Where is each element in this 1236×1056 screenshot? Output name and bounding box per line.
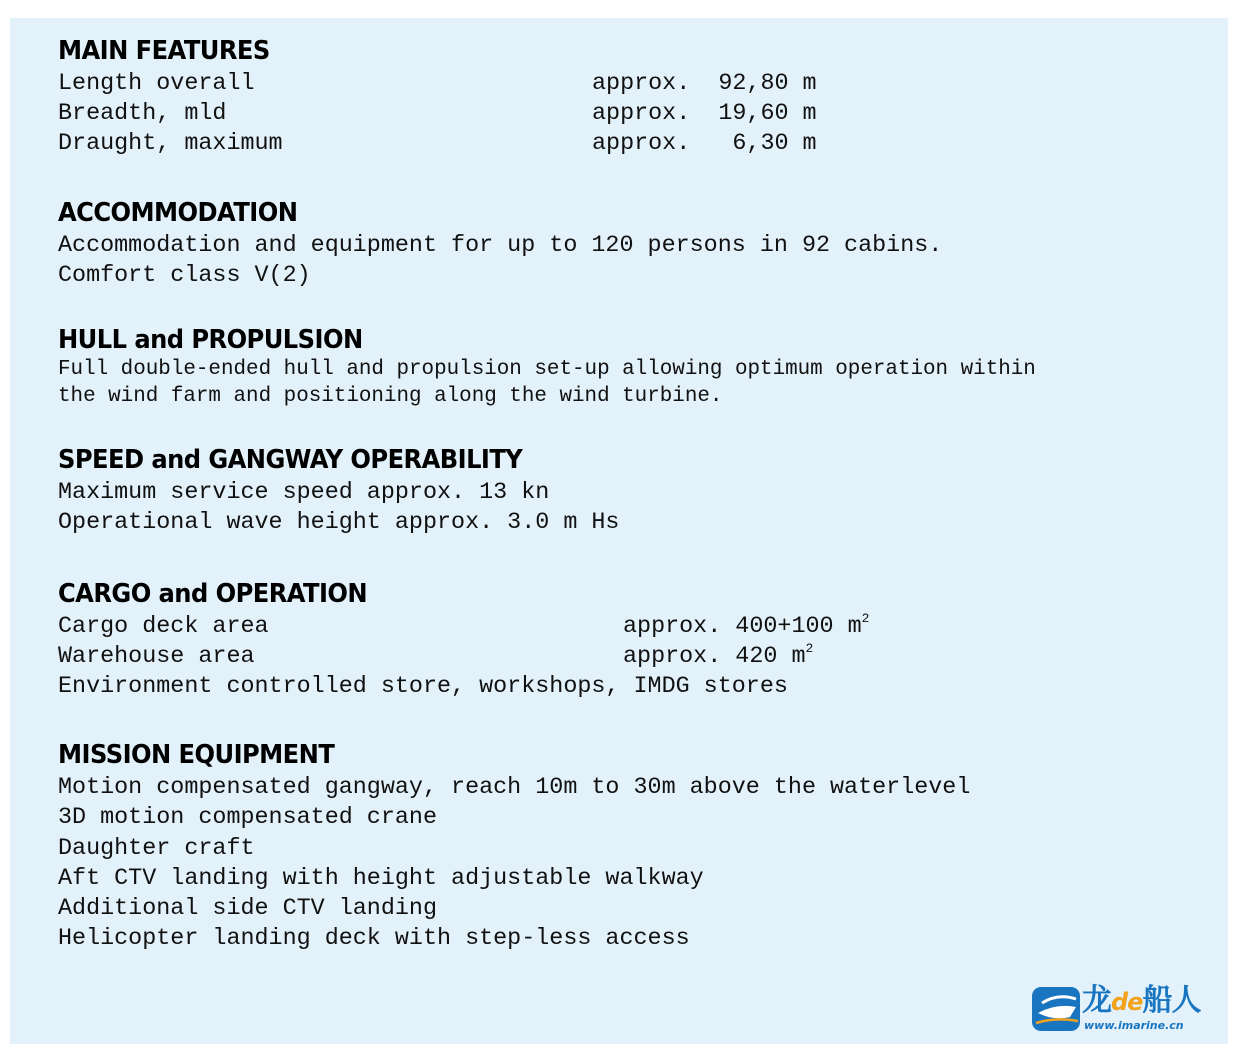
cargo-heading: CARGO and OPERATION — [58, 579, 368, 609]
main-features-heading: MAIN FEATURES — [58, 36, 270, 66]
mission-item-crane: 3D motion compensated crane — [58, 805, 437, 831]
length-value: approx. 92,80 m — [592, 71, 817, 97]
watermark-brand: 龙de船人 — [1082, 983, 1201, 1018]
hull-line-2: the wind farm and positioning along the wind turbine. — [58, 385, 723, 408]
watermark-logo — [1030, 983, 1216, 1035]
hull-heading: HULL and PROPULSION — [58, 325, 363, 355]
speed-heading: SPEED and GANGWAY OPERABILITY — [58, 445, 523, 475]
hull-line-1: Full double-ended hull and propulsion set-up allowing optimum operation within — [58, 358, 1036, 381]
accommodation-line: Accommodation and equipment for up to 120 persons in 92 cabins. — [58, 233, 943, 259]
mission-heading: MISSION EQUIPMENT — [58, 740, 335, 770]
squared-sup: 2 — [861, 611, 870, 626]
draught-value: approx. 6,30 m — [592, 131, 817, 157]
comfort-class-line: Comfort class V(2) — [58, 263, 311, 289]
cargo-deck-label: Cargo deck area — [58, 614, 269, 640]
breadth-label: Breadth, mld — [58, 101, 227, 127]
cargo-deck-value: approx. 400+100 $m^2$ — [623, 611, 870, 640]
length-label: Length overall — [58, 71, 255, 97]
squared-sup: 2 — [805, 641, 814, 656]
cargo-stores-line: Environment controlled store, workshops, IMDG stores — [58, 674, 788, 700]
mission-item-aft-ctv: Aft CTV landing with height adjustable walkway — [58, 866, 704, 892]
ship-logo-icon — [1030, 983, 1084, 1035]
warehouse-value: approx. 420 $m^2$ — [623, 641, 814, 670]
mission-item-helideck: Helicopter landing deck with step-less access — [58, 926, 690, 952]
breadth-value: approx. 19,60 m — [592, 101, 817, 127]
mission-item-gangway: Motion compensated gangway, reach 10m to 30m above the waterlevel — [58, 775, 971, 801]
speed-line: Maximum service speed approx. 13 kn — [58, 480, 550, 506]
accommodation-heading: ACCOMMODATION — [58, 198, 298, 228]
watermark-url: www.imarine.cn — [1084, 1019, 1184, 1032]
warehouse-label: Warehouse area — [58, 644, 255, 670]
wave-height-line: Operational wave height approx. 3.0 m Hs — [58, 510, 620, 536]
mission-item-side-ctv: Additional side CTV landing — [58, 896, 437, 922]
mission-item-daughter-craft: Daughter craft — [58, 836, 255, 862]
draught-label: Draught, maximum — [58, 131, 283, 157]
